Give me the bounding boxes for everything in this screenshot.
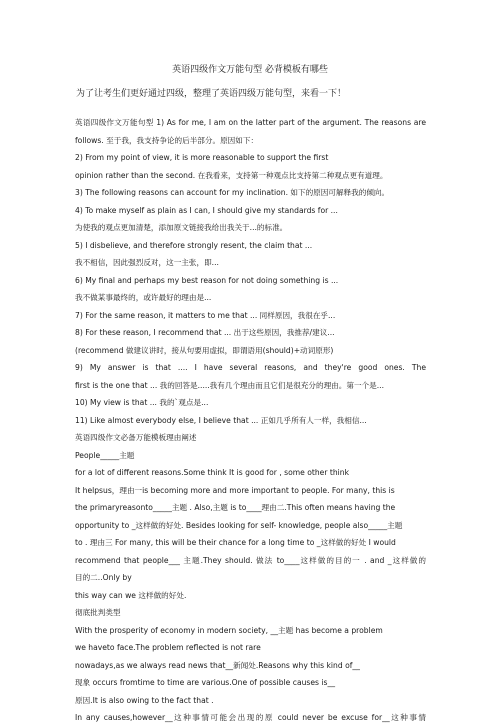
intro-paragraph: 为了让考生们更好通过四级，整理了英语四级万能句型，来看一下！: [76, 89, 347, 99]
text-line: opinion rather than the second. 在我看来，支持第一种观点比支持第二种观点更有道理。: [75, 170, 388, 180]
text-line: 6) My final and perhaps my best reason for not doing something is ...: [75, 275, 339, 285]
text-line: 我不相信，因此强烈反对，这一主张，即...: [75, 258, 219, 267]
text-line: 英语四级作文必备万能模板理由阐述: [75, 433, 197, 442]
text-line: nowadays,as we always read news that__新闻处.Reasons why this kind of__: [75, 660, 360, 670]
text-line: 现象 occurs fromtime to time are various.One of possible causes is__: [75, 678, 336, 687]
text-line: recommend that people___ 主题.They should. 做法 to____这样做的目的一 . and _这样做的: [75, 555, 426, 565]
page-title: 英语四级作文万能句型 必背模板有哪些: [172, 65, 328, 75]
text-line: It helpsus，理由一is becoming more and more important to people. For many, this is: [75, 485, 395, 495]
text-line: 2) From my point of view, it is more reasonable to support the first: [75, 153, 329, 162]
text-line: With the prosperity of economy in modern society, __主题 has become a problem: [75, 625, 383, 635]
text-line: 原因.It is also owing to the fact that .: [75, 695, 214, 705]
text-line: for a lot of different reasons.Some think It is good for , some other think: [75, 468, 349, 477]
text-line: 4) To make myself as plain as I can, I should give my standards for ...: [75, 205, 338, 215]
document-body: [75, 114, 426, 727]
text-line: 9) My answer is that .... I have several reasons, and they're good ones. The: [75, 363, 426, 372]
text-line: the primaryreasonto_____主题 . Also,主题 is to____理由二.This often means having the: [75, 503, 396, 512]
text-line: 目的二..Only by: [75, 573, 132, 582]
text-line: first is the one that ... 我的回答是.....我有几个理由而且它们是很充分的理由。第一个是...: [75, 380, 384, 390]
text-line: (recommend 做建议讲时，接从句要用虚拟，即谓语用(should)+动词原形): [75, 345, 334, 355]
text-line: 10) My view is that ... 我的`观点是...: [75, 398, 209, 407]
text-line: 7) For the same reason, it matters to me that ... 同样原因，我很在乎...: [75, 310, 336, 320]
text-line: 为使我的观点更加清楚，添加原文链接我给出我关于...的标准。: [75, 223, 288, 232]
text-line: 5) I disbelieve, and therefore strongly resent, the claim that ...: [75, 240, 313, 250]
text-line: 我不做某事最终的，或许最好的理由是...: [75, 293, 212, 302]
text-line: 英语四级作文万能句型 1) As for me, I am on the latter part of the argument. The reasons are: [75, 118, 426, 127]
text-line: this way can we 这样做的好处.: [75, 590, 187, 600]
text-line: we haveto face.The problem reflected is not rare: [75, 643, 261, 652]
text-line: to . 理由三 For many, this will be their chance for a long time to _这样做的好处 I would: [75, 538, 396, 547]
text-line: opportunity to _这样做的好处. Besides looking for self- knowledge, people also_____主题: [75, 520, 403, 530]
text-line: In any causes,however__这种事情可能会出现的原 could never be excuse for__这种事情: [75, 713, 426, 722]
text-line: 3) The following reasons can account for my inclination. 如下的原因可解释我的倾向。: [75, 188, 390, 197]
text-line: follows. 至于我，我支持争论的后半部分。原因如下：: [75, 135, 259, 145]
text-line: 11) Like almost everybody else, I believe that ... 正如几乎所有人一样，我相信...: [75, 415, 367, 425]
text-line: People_____主题: [75, 450, 135, 460]
text-line: 8) For these reason, I recommend that ... 出于这些原因，我推荐/建议...: [75, 328, 335, 337]
text-line: 彻底批判类型: [75, 608, 121, 617]
